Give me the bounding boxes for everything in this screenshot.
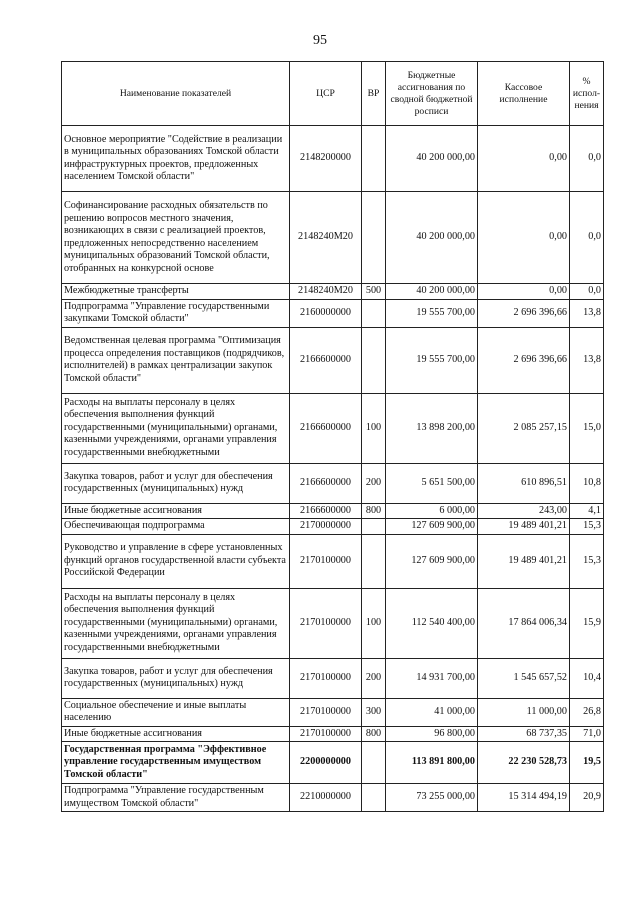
row-budget-amount: 40 200 000,00 [386,284,478,300]
row-execution-percent: 0,0 [570,192,604,284]
row-vr-code [362,534,386,588]
table-row [62,126,604,192]
row-execution-percent: 0,0 [570,126,604,192]
table-row [62,658,604,698]
row-vr-code [362,126,386,192]
row-execution-percent: 13,8 [570,327,604,393]
table-row [62,299,604,327]
row-cash-amount: 0,00 [478,284,570,300]
row-budget-amount: 127 609 900,00 [386,519,478,535]
row-vr-code [362,742,386,784]
row-vr-code: 100 [362,588,386,658]
row-csr-code: 2166600000 [290,463,362,503]
row-csr-code: 2170000000 [290,519,362,535]
header-vr: ВР [362,62,386,126]
row-csr-code: 2166600000 [290,327,362,393]
row-budget-amount: 73 255 000,00 [386,784,478,812]
header-cash: Кассовое исполнение [478,62,570,126]
row-vr-code [362,784,386,812]
row-name: Иные бюджетные ассигнования [62,726,290,742]
table-row [62,327,604,393]
row-budget-amount: 5 651 500,00 [386,463,478,503]
page-number: 95 [313,33,327,48]
table-row [62,463,604,503]
row-cash-amount: 243,00 [478,503,570,519]
table-row [62,519,604,535]
row-cash-amount: 22 230 528,73 [478,742,570,784]
budget-execution-table [61,61,604,812]
row-csr-code: 2148240M20 [290,192,362,284]
row-csr-code: 2166600000 [290,503,362,519]
row-cash-amount: 0,00 [478,126,570,192]
row-name: Государственная программа "Эффективное управление государственным имуществом Томской области" [62,742,290,784]
row-cash-amount: 19 489 401,21 [478,534,570,588]
row-execution-percent: 4,1 [570,503,604,519]
row-cash-amount: 68 737,35 [478,726,570,742]
table-row [62,284,604,300]
row-cash-amount: 0,00 [478,192,570,284]
row-name: Закупка товаров, работ и услуг для обеспечения государственных (муниципальных) нужд [62,463,290,503]
row-name: Расходы на выплаты персоналу в целях обеспечения выполнения функций государственными (муниципальными) органами, казенными учреждениями, органами управления государственными внебюджетными [62,393,290,463]
row-execution-percent: 0,0 [570,284,604,300]
row-budget-amount: 19 555 700,00 [386,327,478,393]
row-name: Обеспечивающая подпрограмма [62,519,290,535]
row-budget-amount: 13 898 200,00 [386,393,478,463]
row-cash-amount: 17 864 006,34 [478,588,570,658]
table-row [62,784,604,812]
table-row [62,742,604,784]
row-execution-percent: 71,0 [570,726,604,742]
header-csr: ЦСР [290,62,362,126]
table-row [62,588,604,658]
row-name: Социальное обеспечение и иные выплаты населению [62,698,290,726]
row-csr-code: 2170100000 [290,698,362,726]
row-csr-code: 2148200000 [290,126,362,192]
header-budget: Бюджетные ассигнования по сводной бюджетной росписи [386,62,478,126]
row-execution-percent: 20,9 [570,784,604,812]
row-budget-amount: 112 540 400,00 [386,588,478,658]
row-budget-amount: 19 555 700,00 [386,299,478,327]
row-vr-code [362,192,386,284]
table-row [62,393,604,463]
row-csr-code: 2170100000 [290,658,362,698]
row-name: Руководство и управление в сфере установленных функций органов государственной власти субъекта Российской Федерации [62,534,290,588]
row-execution-percent: 10,4 [570,658,604,698]
row-vr-code [362,327,386,393]
row-vr-code: 500 [362,284,386,300]
row-budget-amount: 113 891 800,00 [386,742,478,784]
row-cash-amount: 11 000,00 [478,698,570,726]
row-csr-code: 2170100000 [290,726,362,742]
row-vr-code: 300 [362,698,386,726]
table-body [62,126,604,812]
row-vr-code: 200 [362,658,386,698]
row-execution-percent: 15,3 [570,519,604,535]
row-csr-code: 2170100000 [290,588,362,658]
row-name: Расходы на выплаты персоналу в целях обеспечения выполнения функций государственными (муниципальными) органами, казенными учреждениями, органами управления государственными внебюджетными [62,588,290,658]
header-name: Наименование показателей [62,62,290,126]
row-cash-amount: 19 489 401,21 [478,519,570,535]
row-cash-amount: 15 314 494,19 [478,784,570,812]
row-name: Основное мероприятие "Содействие в реализации в муниципальных образованиях Томской области инфраструктурных проектов, предложенных населением Томской области" [62,126,290,192]
row-cash-amount: 1 545 657,52 [478,658,570,698]
row-cash-amount: 2 696 396,66 [478,327,570,393]
row-execution-percent: 13,8 [570,299,604,327]
row-name: Подпрограмма "Управление государственными закупками Томской области" [62,299,290,327]
row-budget-amount: 6 000,00 [386,503,478,519]
row-name: Закупка товаров, работ и услуг для обеспечения государственных (муниципальных) нужд [62,658,290,698]
row-execution-percent: 15,3 [570,534,604,588]
row-budget-amount: 127 609 900,00 [386,534,478,588]
row-cash-amount: 2 085 257,15 [478,393,570,463]
row-vr-code: 800 [362,726,386,742]
row-csr-code: 2200000000 [290,742,362,784]
table-row [62,698,604,726]
row-name: Подпрограмма "Управление государственным имуществом Томской области" [62,784,290,812]
row-vr-code: 200 [362,463,386,503]
row-budget-amount: 14 931 700,00 [386,658,478,698]
row-budget-amount: 40 200 000,00 [386,192,478,284]
row-execution-percent: 15,9 [570,588,604,658]
row-budget-amount: 96 800,00 [386,726,478,742]
row-name: Софинансирование расходных обязательств по решению вопросов местного значения, возникающих в связи с реализацией проектов, предложенных непосредственно населением муниципальных образований Томской области, отобранных на конкурсной основе [62,192,290,284]
table-row [62,192,604,284]
row-execution-percent: 19,5 [570,742,604,784]
row-budget-amount: 41 000,00 [386,698,478,726]
row-vr-code: 100 [362,393,386,463]
table-row [62,726,604,742]
row-execution-percent: 26,8 [570,698,604,726]
row-csr-code: 2148240M20 [290,284,362,300]
header-pct: % испол-нения [570,62,604,126]
row-vr-code: 800 [362,503,386,519]
row-csr-code: 2166600000 [290,393,362,463]
table-row [62,503,604,519]
row-budget-amount: 40 200 000,00 [386,126,478,192]
table-header-row [62,62,604,126]
row-cash-amount: 610 896,51 [478,463,570,503]
row-csr-code: 2160000000 [290,299,362,327]
row-execution-percent: 10,8 [570,463,604,503]
row-vr-code [362,519,386,535]
row-csr-code: 2210000000 [290,784,362,812]
row-cash-amount: 2 696 396,66 [478,299,570,327]
row-csr-code: 2170100000 [290,534,362,588]
row-vr-code [362,299,386,327]
row-name: Ведомственная целевая программа "Оптимизация процесса определения поставщиков (подрядчиков, исполнителей) в рамках централизации закупок Томской области" [62,327,290,393]
table-row [62,534,604,588]
row-execution-percent: 15,0 [570,393,604,463]
row-name: Иные бюджетные ассигнования [62,503,290,519]
row-name: Межбюджетные трансферты [62,284,290,300]
